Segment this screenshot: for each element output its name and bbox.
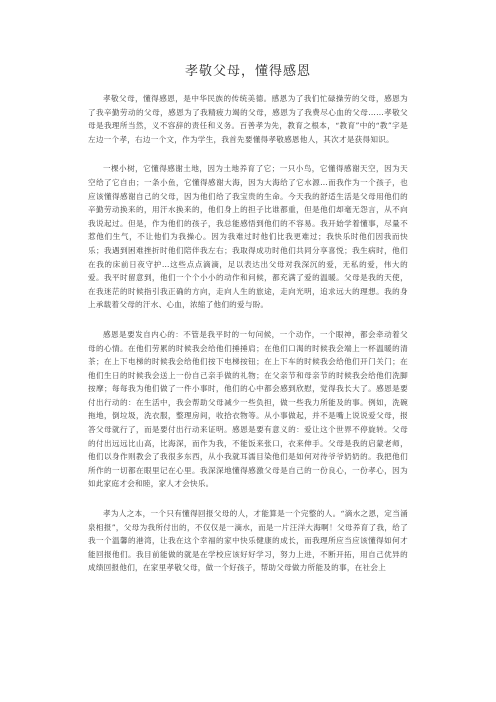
paragraph-4: 孝为人之本，一个只有懂得回报父母的人，才能算是一个完整的人。“滴水之恩，定当涌泉相报”，父母为我所付出的，不仅仅是一滴水，而是一片汪洋大海啊！父母养育了我，给了我一个温馨的港湾，让我在这个幸福的家中快乐健康的成长，而我理所应当应该懂得如何才能回报他们。我目前能做的就是在学校应该好好学习，努力上进，不断开拓，用自己优异的成绩回报他们，在家里孝敬父母，做一个好孩子，帮助父母做力所能及的事，在社会上: [88, 509, 408, 573]
document-title: 孝敬父母，懂得感恩: [184, 64, 311, 79]
document-body: [88, 92, 408, 575]
paragraph-2: 一棵小树，它懂得感谢土地，因为土地养育了它；一只小鸟，它懂得感谢天空，因为天空给了它自由；一条小鱼，它懂得感谢大海，因为大海给了它水源…而我作为一个孩子，也应该懂得感谢自己的父母，因为他们给了我宝贵的生命。今天我的舒适生活是父母用他们的辛勤劳动换来的，用汗水换来的，他们身上的担子比谁都重，但是他们却毫无怨言，从不向我说起过。但是，作为他们的孩子，我总能感悟到他们的不容易。我开始学着懂事，尽量不惹他们生气，不让他们为我操心。因为我难过时他们比我更难过；我快乐时他们因我而快乐；我遇到困难挫折时他们陪伴我左右；我取得成功时他们共同分享喜悦；我生病时，他们在我的床前日夜守护…这些点点滴滴，足以表达出父母对我深沉的爱，无私的爱，伟大的爱。我平时留意到，他们一个个小小的动作和问候，都充满了爱的温暖。父母是我的天使，在我迷茫的时候指引我正确的方向，走向人生的旅途，走向光明，追求远大的理想。我的身上承载着父母的汗水、心血，浓缩了他们的爱与盼。: [88, 164, 408, 310]
paragraph-3: 感恩是要发自内心的：不管是我平时的一句问候，一个动作，一个眼神，都会牵动着父母的心情。在他们劳累的时候我会给他们捶捶肩；在他们口渴的时候我会端上一杯温暖的清茶；在上下电梯的时候我会给他们按下电梯按钮；在上下车的时候我会给他们开门关门；在他们生日的时候我会送上一份自己亲手做的礼物；在父亲节和母亲节的时候我会给他们洗脚按摩；每每我为他们做了一件小事时，他们的心中都会感到欣慰，觉得我长大了。感恩是要付出行动的：在生活中，我会帮助父母减少一些负担，做一些我力所能及的事。例如，洗碗拖地，倒垃圾，洗衣服，整理房间，收拾衣物等。从小事做起，并不是嘴上说说爱父母，报答父母就行了，而是要付出行动来证明。感恩是要有意义的：爱让这个世界不停旋转。父母的付出远远比山高，比海深，而作为我，不能饭来张口，衣来伸手。父母是我的启蒙老师，他们以身作则教会了我很多东西，从小我就耳濡目染他们是如何对待爷爷奶奶的。我把他们所作的一切都在眼里记在心里。我深深地懂得感激父母是自己的一份良心，一份孝心，因为如此家庭才会和睦，家人才会快乐。: [88, 329, 408, 489]
paragraph-1: 孝敬父母，懂得感恩，是中华民族的传统美德。感恩为了我们忙碌操劳的父母，感恩为了我辛勤劳动的父母，感恩为了我精疲力竭的父母，感恩为了我费尽心血的父母……孝敬父母是我理所当然，义不容辞的责任和义务。百善孝为先，教育之根本，“教育”中的“教”字是左边一个孝，右边一个文，作为学生，我首先要懂得孝敬感恩他人，其次才是获得知识。: [88, 94, 408, 144]
